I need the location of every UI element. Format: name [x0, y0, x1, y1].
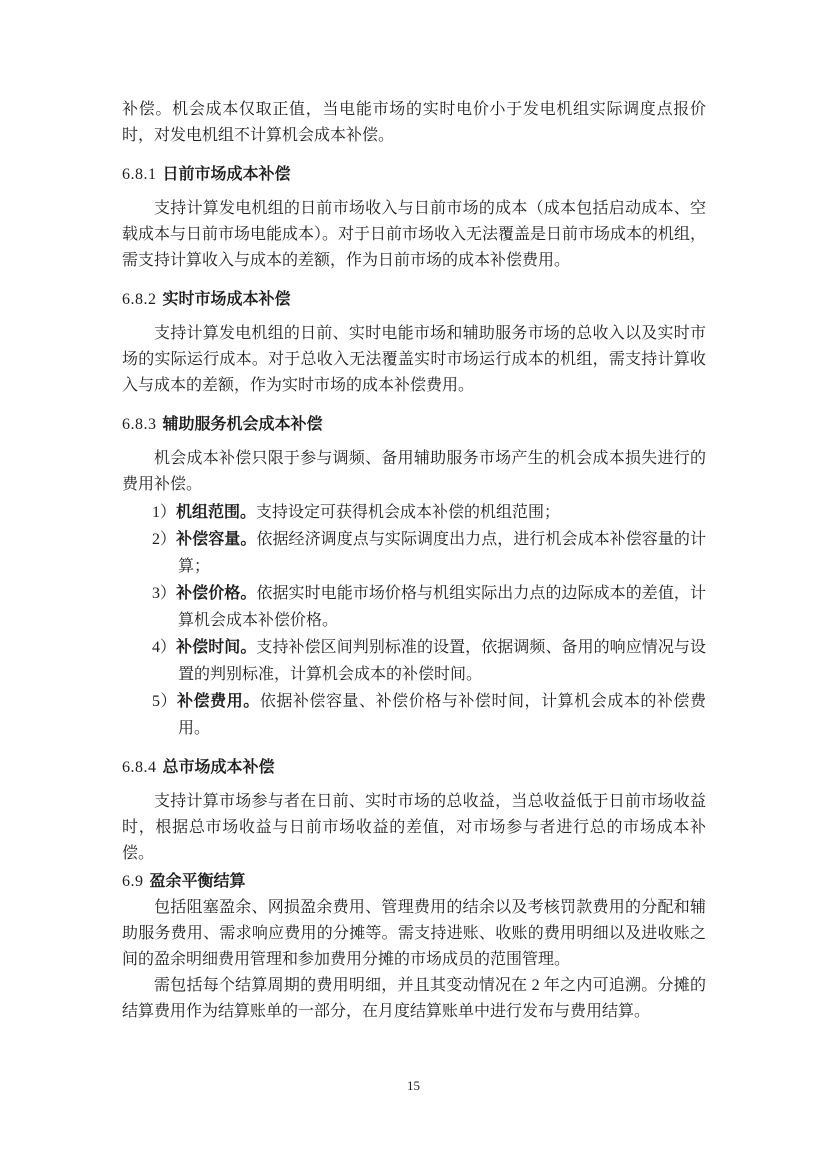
- list-marker: 3）: [152, 585, 177, 602]
- list-marker: 4）: [152, 639, 177, 656]
- paragraph: 支持计算发电机组的日前、实时电能市场和辅助服务市场的总收入以及实时市场的实际运行成本。对于总收入无法覆盖实时市场运行成本的机组，需支持计算收入与成本的差额，作为实时市场的成本补偿费用。: [122, 325, 706, 394]
- section-title: 日前市场成本补偿: [162, 166, 291, 183]
- section-number: 6.8.3: [122, 416, 157, 433]
- list-text: 支持设定可获得机会成本补偿的机组范围；: [256, 504, 561, 521]
- section-number: 6.8.1: [122, 166, 157, 183]
- section-heading-6-8-3: [122, 412, 706, 438]
- list-item: [122, 580, 706, 634]
- numbered-list: [122, 499, 706, 742]
- list-text: 依据补偿容量、补偿价格与补偿时间，计算机会成本的补偿费用。: [178, 693, 706, 737]
- list-text: 依据经济调度点与实际调度出力点，进行机会成本补偿容量的计算；: [178, 531, 706, 575]
- list-item: [122, 499, 706, 526]
- list-text: 支持补偿区间判别标准的设置，依据调频、备用的响应情况与设置的判别标准，计算机会成本的补偿时间。: [178, 639, 706, 683]
- section-number: 6.8.4: [122, 759, 157, 776]
- paragraph: 支持计算发电机组的日前市场收入与日前市场的成本（成本包括启动成本、空载成本与日前市场电能成本）。对于日前市场收入无法覆盖是日前市场成本的机组，需支持计算收入与成本的差额，作为日前市场的成本补偿费用。: [122, 200, 707, 269]
- list-term: 补偿费用。: [177, 693, 260, 710]
- page-number: 15: [407, 1078, 420, 1093]
- list-marker: 2）: [152, 531, 177, 548]
- list-term: 补偿时间。: [176, 639, 257, 656]
- section-heading-6-8-4: [122, 755, 706, 781]
- section-heading-6-8-2: [122, 287, 706, 313]
- section-heading-6-9: [122, 869, 706, 895]
- list-term: 补偿容量。: [176, 531, 257, 548]
- list-term: 补偿价格。: [176, 585, 257, 602]
- section-title: 实时市场成本补偿: [162, 291, 291, 308]
- paragraph: 需包括每个结算周期的费用明细，并且其变动情况在 2 年之内可追溯。分摊的结算费用作为结算账单的一部分，在月度结算账单中进行发布与费用结算。: [122, 977, 706, 1020]
- section-number: 6.9: [122, 873, 144, 890]
- paragraph: 机会成本补偿只限于参与调频、备用辅助服务市场产生的机会成本损失进行的费用补偿。: [122, 450, 706, 493]
- intro-paragraph: 补偿。机会成本仅取正值，当电能市场的实时电价小于发电机组实际调度点报价时，对发电机组不计算机会成本补偿。: [122, 101, 706, 144]
- list-item: [122, 634, 706, 688]
- paragraph: 支持计算市场参与者在日前、实时市场的总收益，当总收益低于日前市场收益时，根据总市场收益与日前市场收益的差值，对市场参与者进行总的市场成本补偿。: [122, 793, 706, 862]
- section-title: 总市场成本补偿: [162, 759, 275, 776]
- paragraph: 包括阻塞盈余、网损盈余费用、管理费用的结余以及考核罚款费用的分配和辅助服务费用、需求响应费用的分摊等。需支持进账、收账的费用明细以及进收账之间的盈余明细费用管理和参加费用分摊的市场成员的范围管理。: [122, 899, 706, 968]
- list-term: 机组范围。: [176, 504, 257, 521]
- list-marker: 1）: [152, 504, 177, 521]
- list-item: [122, 688, 706, 742]
- section-number: 6.8.2: [122, 291, 157, 308]
- list-item: [122, 526, 706, 580]
- page-content: [122, 97, 706, 1025]
- list-marker: 5）: [152, 693, 178, 710]
- section-title: 辅助服务机会成本补偿: [162, 416, 323, 433]
- section-heading-6-8-1: [122, 162, 706, 188]
- section-title: 盈余平衡结算: [149, 873, 246, 890]
- list-text: 依据实时电能市场价格与机组实际出力点的边际成本的差值，计算机会成本补偿价格。: [178, 585, 706, 629]
